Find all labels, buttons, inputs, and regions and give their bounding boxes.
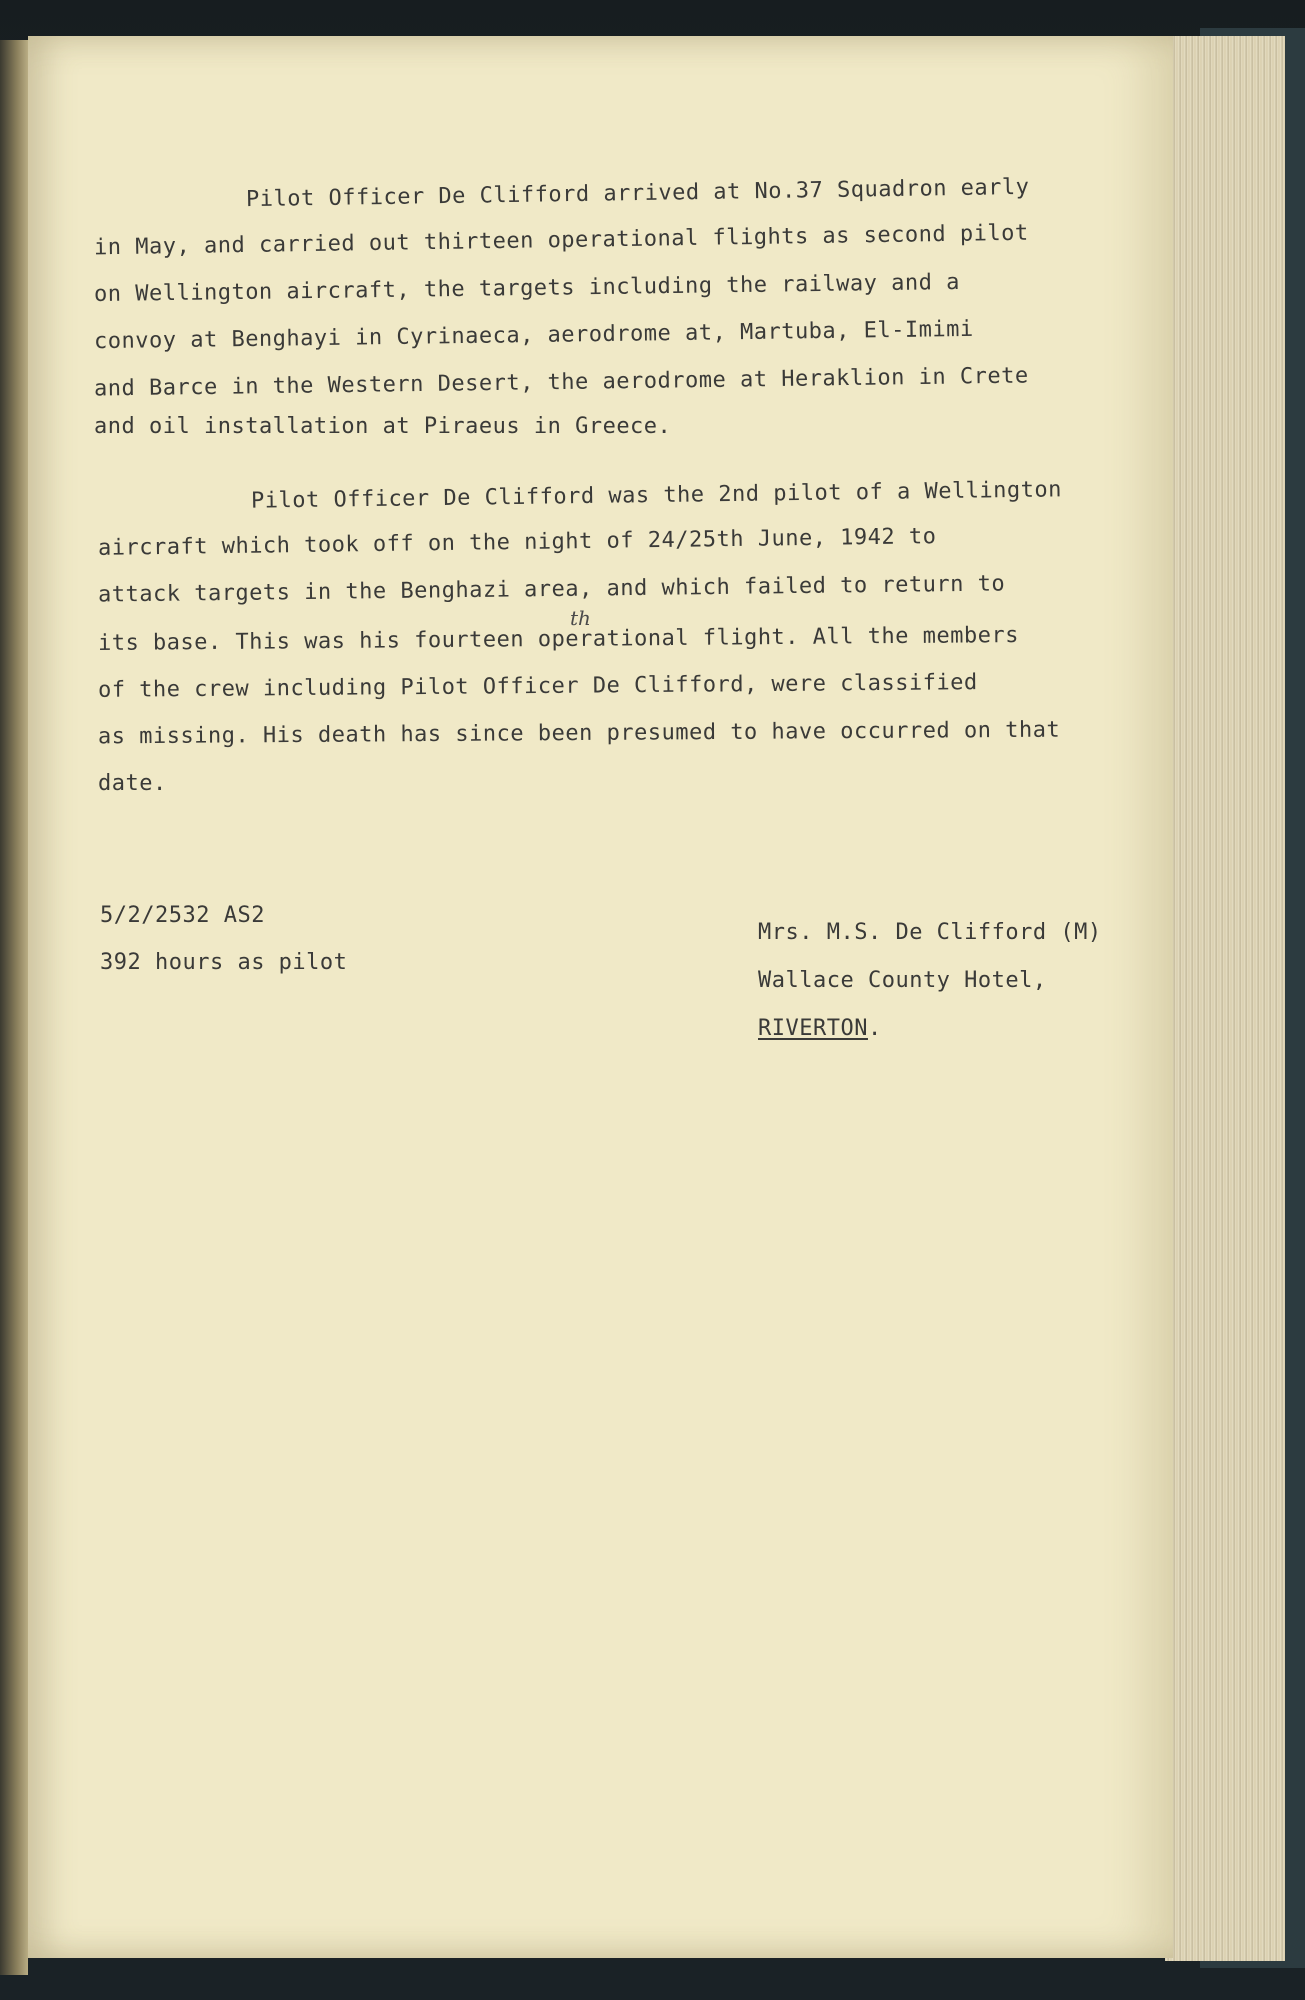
address-name: Mrs. M.S. De Clifford (M) [758, 920, 1102, 945]
page-edges [1165, 36, 1285, 1961]
paragraph-2-line: date. [98, 771, 167, 796]
paragraph-2-line: aircraft which took off on the night of 24/25th June, 1942 to [97, 524, 937, 561]
address-hotel: Wallace County Hotel, [758, 968, 1047, 993]
paragraph-2-line: Pilot Officer De Clifford was the 2nd pilot of a Wellington [250, 477, 1063, 514]
paragraph-1-line: and oil installation at Piraeus in Greece. [94, 414, 672, 439]
paragraph-1-line: and Barce in the Western Desert, the aerodrome at Heraklion in Crete [93, 363, 1029, 402]
flying-hours: 392 hours as pilot [100, 950, 348, 975]
file-number: 5/2/2532 AS2 [100, 903, 265, 928]
paragraph-2-line: attack targets in the Benghazi area, and which failed to return to [97, 571, 1006, 608]
document-page [28, 36, 1173, 1958]
paragraph-1-line: convoy at Benghayi in Cyrinaeca, aerodrome at, Martuba, El-Imimi [93, 316, 974, 355]
paragraph-1-line: in May, and carried out thirteen operational flights as second pilot [93, 220, 1029, 261]
handwritten-insertion: th [570, 606, 591, 630]
book-binding-left [0, 40, 28, 1975]
paragraph-2-line: its base. This was his fourteen operational flight. All the members [97, 622, 1020, 657]
paragraph-2-line: as missing. His death has since been presumed to have occurred on that [97, 717, 1061, 750]
address-town-line [758, 1016, 882, 1041]
paragraph-2-line: of the crew including Pilot Officer De Clifford, were classified [97, 670, 978, 703]
paragraph-1-line: on Wellington aircraft, the targets including the railway and a [93, 269, 961, 308]
address-town: RIVERTON [758, 1016, 868, 1041]
paragraph-1-line: Pilot Officer De Clifford arrived at No.37 Squadron early [245, 174, 1030, 213]
address-town-suffix: . [867, 1016, 882, 1041]
